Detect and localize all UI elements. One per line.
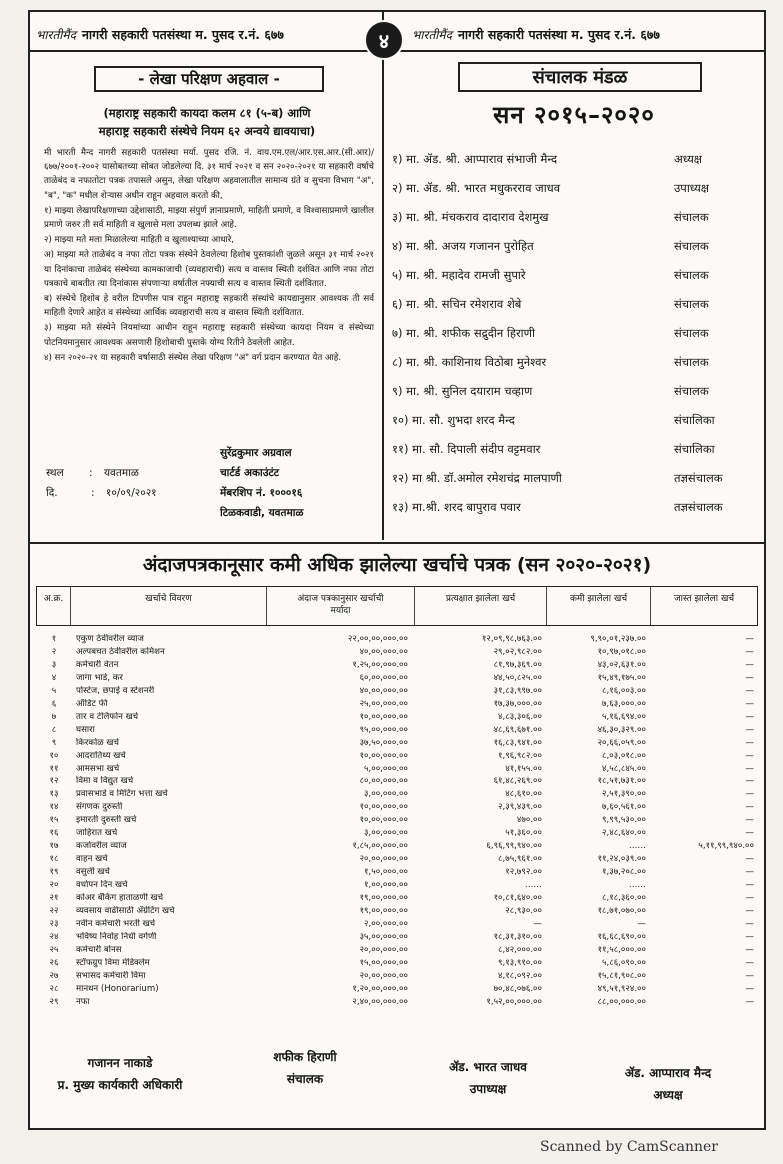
table-row — [36, 932, 758, 943]
cell-description: स्टॉफग्रुप विमा मेडिक्लेम — [76, 957, 150, 968]
cell-less: १८,७१,०७०.०० — [597, 905, 646, 916]
member-role: संचालक — [674, 326, 709, 340]
cell-less: ८८,००,०००.०० — [597, 996, 646, 1007]
member-name: १३) मा.श्री. शरद बापुराव पवार — [392, 500, 521, 514]
cell-budget: १०,००,०००.०० — [359, 750, 408, 761]
cell-sr: २६ — [49, 957, 59, 968]
place-label: स्थल — [46, 467, 64, 479]
table-row — [36, 971, 758, 982]
cell-budget: १५,००,०००.०० — [359, 957, 408, 968]
cell-sr: १९ — [49, 867, 59, 878]
member-role: अध्यक्ष — [674, 152, 703, 166]
cell-description: विमा व विद्युत खर्च — [76, 776, 134, 787]
member-name: १०) मा. सौ. शुभदा शरद मैन्द — [392, 413, 515, 427]
cell-description: कर्जावरील व्याज — [76, 841, 127, 852]
cell-actual: ८,४२,०००.०० — [498, 944, 542, 955]
cell-more: — — [745, 815, 754, 826]
table-row — [36, 660, 758, 671]
signatory-name: ॲड. भारत जाधव — [449, 1060, 527, 1074]
cell-actual: १७,३७,०००.०० — [493, 698, 542, 709]
cell-budget: ३७,५०,०००.०० — [359, 737, 408, 748]
cell-less: ८,१८,३६०.०० — [602, 893, 646, 903]
cell-actual: ४,१८,०९२.०० — [498, 970, 542, 981]
signatory-name: शफीक हिराणी — [273, 1050, 337, 1064]
cell-budget: ३,००,०००.०० — [364, 789, 408, 800]
cell-less: — — [637, 918, 646, 929]
table-row — [36, 789, 758, 800]
signatory-title: उपाध्यक्ष — [469, 1082, 507, 1096]
society-logo: भारतीमैंद — [412, 27, 452, 42]
cell-budget: १,५०,०००.०० — [364, 867, 408, 878]
board-member — [392, 326, 758, 346]
member-name: १) मा. ॲड. श्री. आप्पाराव संभाजी मैन्द — [392, 152, 558, 166]
signature-block — [215, 1046, 395, 1090]
society-name: नागरी सहकारी पतसंस्था म. पुसद र.नं. ६७७ — [457, 26, 660, 42]
audit-report-body — [44, 146, 374, 366]
column-header-budget: अंदाज पत्रकानुसार खर्चाची मर्यादा — [267, 587, 415, 625]
cell-actual: २८,९३०.०० — [505, 905, 542, 916]
table-row — [36, 647, 758, 658]
signature-block — [578, 1062, 758, 1106]
table-row — [36, 751, 758, 762]
cell-sr: ८ — [51, 724, 57, 735]
cell-sr: ३ — [51, 659, 57, 670]
cell-actual: ४४,५०,८२५.०० — [493, 672, 542, 683]
cell-actual: १६,८३,९४१.०० — [493, 737, 542, 748]
cell-less: ७,६३,०००.०० — [602, 698, 646, 709]
member-role: संचालक — [674, 210, 709, 224]
cell-budget: २०,००,०००.०० — [359, 970, 408, 981]
table-row — [36, 919, 758, 930]
board-member — [392, 471, 758, 491]
cell-description: कर्मचारी बोनस — [76, 944, 122, 955]
cell-sr: ४ — [51, 672, 57, 683]
cell-less: ८,१६,००३.०० — [602, 685, 646, 696]
board-member — [392, 442, 758, 462]
cell-description: नफा — [76, 996, 90, 1007]
audit-subtitle-line: (महाराष्ट्र सहकारी कायदा कलम ८१ (५-ब) आणि — [103, 106, 311, 120]
member-name: २) मा. ॲड. श्री. भारत मधुकरराव जाधव — [392, 181, 561, 195]
cell-less: १५,८१,९०८.०० — [597, 970, 646, 981]
cell-more: — — [745, 789, 754, 800]
member-role: संचालिका — [674, 442, 715, 456]
member-name: १२) मा श्री. डॉ.अमोल रमेशचंद्र मालपाणी — [392, 471, 562, 485]
member-role: संचालक — [674, 297, 709, 311]
cell-more: — — [745, 763, 754, 774]
signatory-name: गजानन नाकाडे — [87, 1056, 153, 1070]
cell-sr: ११ — [49, 763, 59, 774]
signature-block — [398, 1056, 578, 1100]
cell-budget: १,८५,००,०००.०० — [352, 841, 408, 852]
cell-more: — — [745, 737, 754, 748]
audit-paragraph: मी भारती मैन्द नागरी सहकारी पतसंस्था मर्या. पुसद रजि. नं. वाय.एम.एल/आर.एस.आर.(सी.आर)/६७७/२००१-२००२ यासोबतच्या सोबत जोडलेल्या दि. ३१ मार्च २०२१ व सन २०२०-२०२१ या सहकारी वर्षाचे ताळेबंद व नफातोटा पत्रक तपासले असुन, लेखा परिक्षण अहवालातील सामान्य ग्रंते व सुचना विभाग "अ", "ब", "क" मधील शेऱ्यास अधीन राहून अहवाल करतो की, — [44, 148, 374, 201]
board-member — [392, 413, 758, 433]
expense-table-header — [36, 586, 758, 626]
cell-less: …… — [628, 841, 646, 852]
cell-budget: १९,००,०००.०० — [359, 893, 408, 903]
table-row — [36, 802, 758, 813]
cell-budget: ८०,००,०००.०० — [359, 776, 408, 787]
place-value: यवतमाळ — [103, 467, 139, 479]
member-name: ६) मा. श्री. सचिन रमेशराव शेबे — [392, 297, 522, 311]
cell-budget: २०,००,०००.०० — [359, 854, 408, 865]
cell-actual: ८,७५,९६१.०० — [498, 854, 542, 865]
cell-actual: २,३९,४३९.०० — [498, 802, 542, 813]
cell-description: वर्धापन दिन खर्च — [76, 880, 128, 891]
cell-budget: १०,००,०००.०० — [359, 711, 408, 722]
cell-sr: २१ — [49, 893, 59, 903]
cell-less: २०,६६,०५९.०० — [597, 737, 646, 748]
cell-description: अल्पबचत ठेवीवरील कमिशन — [76, 646, 165, 657]
cell-description: घसारा — [76, 724, 95, 735]
left-header — [30, 18, 382, 52]
board-member — [392, 500, 758, 520]
signatory-name: ॲड. आप्पाराव मैन्द — [624, 1066, 712, 1080]
cell-actual: ४८,६१०.०० — [505, 789, 542, 800]
member-role: संचालक — [674, 268, 709, 282]
cell-budget: १९,००,०००.०० — [359, 905, 408, 916]
cell-description: पोस्टेज, छपाई व स्टेशनरी — [76, 685, 155, 696]
audit-paragraph: अ) माझ्या मते ताळेबंद व नफा तोटा पत्रक संस्थेने ठेवलेल्या हिशोब पुस्तकांशी जुळले असून ३१ मार्च २०२१ या दिनांकाचा ताळेबंद संस्थेच्या कामकाजाची (व्यवहाराची) सत्य व वास्तव स्थिती दर्शवित आणि नफा तोटा पत्रकाचे बाबतीत त्या दिनांकास संपणाऱ्या वर्षातील नफ्याची सत्य व वास्तव स्थिती दर्शवितात. — [44, 250, 374, 289]
cell-less: ५,१६,६९४.०० — [602, 711, 646, 722]
cell-more: — — [745, 646, 754, 657]
cell-more: — — [745, 893, 754, 903]
cell-more: — — [745, 711, 754, 722]
cell-budget: १,००,०००.०० — [364, 880, 408, 891]
board-member — [392, 297, 758, 317]
cell-actual: २९,०२,९८२.०० — [493, 646, 542, 657]
cell-sr: २५ — [49, 944, 59, 955]
cell-description: एकुण ठेवीवरील व्याज — [76, 634, 144, 644]
cell-description: तार व टेलिफोन खर्च — [76, 711, 139, 722]
cell-actual: — — [533, 918, 542, 929]
cell-more: — — [745, 996, 754, 1007]
cell-actual: …… — [524, 880, 542, 891]
cell-less: १०,९७,०१८.०० — [597, 646, 646, 657]
table-row — [36, 997, 758, 1008]
cell-less: १८,५१,७३१.०० — [597, 776, 646, 787]
cell-description: जाहिरात खर्च — [76, 828, 118, 839]
cell-description: नवीन कर्मचारी भरती खर्च — [76, 918, 156, 929]
table-row — [36, 725, 758, 736]
signature-block — [30, 1052, 210, 1096]
cell-budget: १०,००,०००.०० — [359, 815, 408, 826]
signatory-title: प्र. मुख्य कार्यकारी अधिकारी — [57, 1078, 183, 1092]
cell-less: ७,६०,५६१.०० — [602, 802, 646, 813]
society-logo: भारतीमैंद — [36, 27, 76, 42]
cell-more: — — [745, 880, 754, 891]
cell-less: ९,९०,०१,२३७.०० — [590, 634, 646, 644]
cell-sr: ९ — [51, 737, 57, 748]
cell-sr: ५ — [51, 685, 57, 696]
table-row — [36, 841, 758, 852]
table-row — [36, 984, 758, 995]
cell-budget: ३,००,०००.०० — [364, 828, 408, 839]
cell-actual: ९,१३,९१०.०० — [498, 957, 542, 968]
cell-budget: ५,००,०००.०० — [364, 763, 408, 774]
column-header-less: कमी झालेला खर्च — [547, 587, 651, 625]
cell-actual: १,९६,९८२.०० — [498, 750, 542, 761]
member-role: संचालक — [674, 239, 709, 253]
page-number-badge: ४ — [364, 20, 404, 60]
member-name: ४) मा. श्री. अजय गजानन पुरोहित — [392, 239, 534, 253]
cell-actual: ६१,४८,२६९.०० — [493, 776, 542, 787]
cell-description: ऑडिट फी — [76, 698, 108, 709]
table-row — [36, 764, 758, 775]
column-header-actual: प्रत्यक्षात झालेला खर्च — [415, 587, 547, 625]
cell-sr: २९ — [49, 996, 59, 1007]
table-row — [36, 958, 758, 969]
board-member — [392, 384, 758, 404]
cell-sr: २७ — [49, 970, 59, 981]
cell-sr: १२ — [49, 776, 59, 787]
cell-description: वाहन खर्च — [76, 854, 108, 865]
cell-sr: ६ — [51, 698, 57, 709]
date-value: १०/०९/२०२१ — [105, 487, 157, 499]
auditor-membership: मेंबरशिप नं. १०००१६ — [220, 487, 303, 499]
cell-sr: १६ — [49, 828, 59, 839]
cell-budget: २५,००,०००.०० — [359, 698, 408, 709]
audit-paragraph: ब) संस्थेचे हिशोब हे वरील टिपणीस पात्र राहून महाराष्ट्र सहकारी संस्थांचे कायद्यानुसार आवश्यक ती सर्व माहिती देणारे आहेत व संस्थेच्या आर्थिक व्यवहाराची सत्य व वास्तव स्थिती दर्शवितात. — [44, 294, 374, 319]
board-member — [392, 152, 758, 172]
cell-less: ११,५८,०००.०० — [597, 944, 646, 955]
board-member — [392, 239, 758, 259]
cell-description: प्रवासभाडे व मिटिंग भत्ता खर्च — [76, 789, 168, 800]
table-row — [36, 738, 758, 749]
table-row — [36, 867, 758, 878]
cell-actual: ४,८३,३०६.०० — [498, 711, 542, 722]
society-name: नागरी सहकारी पतसंस्था म. पुसद र.नं. ६७७ — [81, 26, 284, 42]
cell-less: ८,०३,०१८.०० — [602, 750, 646, 761]
table-row — [36, 634, 758, 645]
cell-budget: २०,००,०००.०० — [359, 944, 408, 955]
cell-actual: १०,८१,६४०.०० — [493, 893, 542, 903]
cell-sr: १५ — [49, 815, 59, 826]
member-name: ८) मा. श्री. काशिनाथ विठोबा मुनेश्वर — [392, 355, 547, 369]
board-member — [392, 210, 758, 230]
auditor-address: टिळकवाडी, यवतमाळ — [220, 507, 304, 519]
cell-more: — — [745, 828, 754, 839]
cell-sr: २ — [51, 646, 57, 657]
cell-more: — — [745, 659, 754, 670]
cell-less: ४,५८,८४५.०० — [602, 763, 646, 774]
column-header-description: खर्चाचे विवरण — [71, 587, 267, 625]
column-header-sr: अ.क्र. — [37, 587, 71, 625]
cell-more: — — [745, 983, 754, 994]
expense-statement-title: अंदाजपत्रकानूसार कमी अधिक झालेल्या खर्चाचे पत्रक (सन २०२०-२०२१) — [30, 542, 764, 584]
cell-actual: १२,०९,९८,७६३.०० — [481, 634, 542, 644]
cell-sr: २४ — [49, 931, 59, 942]
cell-actual: ५१,३६०.०० — [505, 828, 542, 839]
audit-subtitle-line: महाराष्ट्र सहकारी संस्थेचे नियम ६२ अन्वये द्यावयाचा) — [98, 124, 316, 138]
cell-description: आदरातिथ्य खर्च — [76, 750, 126, 761]
cell-description: संगणक दुरुस्ती — [76, 802, 123, 813]
cell-description: इमारती दुरुस्ती खर्च — [76, 815, 137, 826]
audit-report-title: - लेखा परिक्षण अहवाल - — [94, 66, 324, 92]
audit-paragraph: ४) सन २०२०-२१ या सहकारी वर्षासाठी संस्थेस लेखा परिक्षण "अ" वर्ग प्रदान करण्यात येत आहे. — [44, 352, 342, 363]
cell-budget: ३५,००,०००.०० — [359, 931, 408, 942]
cell-budget: २२,००,००,०००.०० — [347, 634, 408, 644]
cell-less: १५,४९,१७५.०० — [597, 672, 646, 683]
cell-actual: ८१,९७,३६९.०० — [493, 659, 542, 670]
cell-less: …… — [628, 880, 646, 891]
column-divider — [382, 12, 384, 540]
cell-sr: २३ — [49, 918, 59, 929]
audit-paragraph: २) माझ्या मते मला मिळालेल्या माहिती व खुलाश्याच्या आधारे, — [44, 235, 234, 246]
cell-description: आमसभा खर्च — [76, 763, 120, 774]
date-line: दि. : १०/०९/२०२१ — [46, 487, 157, 499]
table-row — [36, 880, 758, 891]
member-name: ९) मा. श्री. सुनिल दयाराम चव्हाण — [392, 384, 533, 398]
cell-less: २,५१,३९०.०० — [602, 789, 646, 800]
table-row — [36, 828, 758, 839]
cell-less: ५,८६,०९०.०० — [602, 957, 646, 968]
cell-description: भविष्य निर्वाह निधी वर्गणी — [76, 931, 157, 942]
table-row — [36, 893, 758, 904]
cell-more: — — [745, 698, 754, 709]
cell-less: ४३,०२,६३१.०० — [597, 659, 646, 670]
cell-actual: ४१,१५५.०० — [505, 763, 542, 774]
cell-more: — — [745, 724, 754, 735]
cell-actual: ४७०.०० — [516, 815, 542, 826]
cell-more: — — [745, 854, 754, 865]
cell-actual: ७०,४८,०७६.०० — [493, 983, 542, 994]
member-role: संचालिका — [674, 413, 715, 427]
table-row — [36, 815, 758, 826]
board-member — [392, 268, 758, 288]
cell-more: — — [745, 970, 754, 981]
cell-more: — — [745, 776, 754, 787]
cell-more: — — [745, 802, 754, 813]
top-section — [30, 12, 764, 540]
column-header-more: जास्त झालेला खर्च — [673, 594, 735, 604]
cell-less: २,४८,६४०.०० — [602, 828, 646, 839]
audit-subtitle — [40, 104, 374, 140]
cell-actual: ३१,८३,९९७.०० — [493, 685, 542, 696]
cell-description: मानधन (Honorarium) — [76, 983, 159, 994]
cell-actual: ४८,६९,६७१.०० — [493, 724, 542, 735]
cell-budget: २,००,०००.०० — [364, 918, 408, 929]
cell-more: — — [745, 918, 754, 929]
auditor-title: चार्टर्ड अकाउंटंट — [220, 467, 280, 479]
cell-budget: ६०,००,०००.०० — [359, 672, 408, 683]
place-line: स्थल : यवतमाळ — [46, 467, 139, 479]
cell-description: कर्मचारी वेतन — [76, 659, 119, 670]
member-role: उपाध्यक्ष — [674, 181, 710, 195]
member-role: संचालक — [674, 384, 709, 398]
cell-less: ४९,५१,९२४.०० — [597, 983, 646, 994]
newsletter-page — [28, 10, 766, 1130]
cell-sr: २२ — [49, 905, 59, 916]
cell-description: कोअर बँकिंग हाताळणी खर्च — [76, 893, 164, 903]
member-name: ३) मा. श्री. मंचकराव दादाराव देशमुख — [392, 210, 549, 224]
member-name: ११) मा. सौ. दिपाली संदीप वट्टमवार — [392, 442, 541, 456]
cell-less: ११,२४,०३९.०० — [597, 854, 646, 865]
cell-budget: २,४०,००,०००.०० — [352, 996, 408, 1007]
cell-more: — — [745, 905, 754, 916]
cell-sr: १० — [49, 750, 59, 761]
table-row — [36, 906, 758, 917]
cell-sr: २८ — [49, 983, 59, 994]
table-row — [36, 945, 758, 956]
cell-actual: १२,७९२.०० — [505, 867, 542, 878]
board-title: संचालक मंडळ — [458, 62, 702, 92]
board-member — [392, 355, 758, 375]
cell-sr: ७ — [51, 711, 57, 722]
cell-more: — — [745, 685, 754, 696]
cell-budget: १०,००,०००.०० — [359, 802, 408, 813]
cell-sr: १८ — [49, 854, 59, 865]
cell-more: ५,११,९९,९४०.०० — [698, 841, 754, 852]
board-member — [392, 181, 758, 201]
cell-more: — — [745, 867, 754, 878]
cell-description: किरकोळ खर्च — [76, 737, 119, 748]
cell-less: १,३७,२०८.०० — [602, 867, 646, 878]
camscanner-watermark: Scanned by CamScanner — [540, 1139, 718, 1155]
cell-sr: २० — [49, 880, 59, 891]
cell-actual: ६,९६,९९,९४०.०० — [486, 841, 542, 852]
cell-actual: १,५२,००,०००.०० — [486, 996, 542, 1007]
cell-less: १६,६८,६९०.०० — [597, 931, 646, 942]
cell-more: — — [745, 672, 754, 683]
table-row — [36, 712, 758, 723]
signatory-title: संचालक — [286, 1072, 324, 1086]
cell-sr: १३ — [49, 789, 59, 800]
cell-sr: १४ — [49, 802, 59, 813]
table-row — [36, 776, 758, 787]
cell-more: — — [745, 750, 754, 761]
cell-description: सभासद कर्मचारी विमा — [76, 970, 146, 981]
cell-less: ९,९९,५३०.०० — [602, 815, 646, 826]
member-role: तज्ञसंचालक — [674, 500, 723, 514]
cell-description: वसुली खर्च — [76, 867, 110, 878]
table-row — [36, 686, 758, 697]
member-name: ७) मा. श्री. शफीक सद्रुदीन हिराणी — [392, 326, 535, 340]
cell-more: — — [745, 957, 754, 968]
date-label: दि. — [46, 487, 58, 499]
board-period: सन २०१५–२०२० — [493, 101, 655, 129]
cell-budget: १,२०,००,०००.०० — [352, 983, 408, 994]
cell-budget: १,२५,००,०००.०० — [352, 659, 408, 670]
member-role: संचालक — [674, 355, 709, 369]
cell-actual: १८,३१,३१०.०० — [493, 931, 542, 942]
audit-paragraph: १) माझ्या लेखापरिक्षणाच्या उद्देशासाठी, माझ्या संपुर्ण ज्ञानाप्रमाणे, माहिती प्रमाणे, व विश्वासाप्रमाणे खालील प्रमाणे जरुर ती सर्व माहिती व खुलासे मला उपलब्ध झाले आहे. — [44, 205, 374, 231]
table-row — [36, 854, 758, 865]
cell-budget: ४०,००,०००.०० — [359, 685, 408, 696]
cell-more: — — [745, 634, 754, 644]
cell-description: व्यवसाय वाढीसाठी ॲग्रेटिंग खर्च — [76, 905, 175, 916]
table-row — [36, 673, 758, 684]
cell-more: — — [745, 931, 754, 942]
cell-description: जागा भाडे, कर — [76, 672, 123, 683]
cell-budget: ४०,००,०००.०० — [359, 646, 408, 657]
cell-sr: १ — [51, 634, 57, 644]
cell-less: ४६,३०,३२९.०० — [597, 724, 646, 735]
auditor-name: सुरेंद्रकुमार अग्रवाल — [220, 447, 292, 459]
member-role: तज्ञसंचालक — [674, 471, 723, 485]
cell-budget: ९५,००,०००.०० — [359, 724, 408, 735]
member-name: ५) मा. श्री. महादेव रामजी सुपारे — [392, 268, 526, 282]
signatory-title: अध्यक्ष — [653, 1088, 683, 1102]
cell-sr: १७ — [49, 841, 59, 852]
table-row — [36, 699, 758, 710]
cell-more: — — [745, 944, 754, 955]
audit-paragraph: ३) माझ्या मते संस्थेने नियमांच्या आधीन राहून महाराष्ट्र सहकारी संस्थेच्या कायदा नियम व संस्थेच्या पोटनियमानुसार आवश्यक असणारी हिशोबाची पुस्तके योग्य रितीने ठेवलेली आहेत. — [44, 323, 374, 348]
right-header — [384, 18, 764, 52]
